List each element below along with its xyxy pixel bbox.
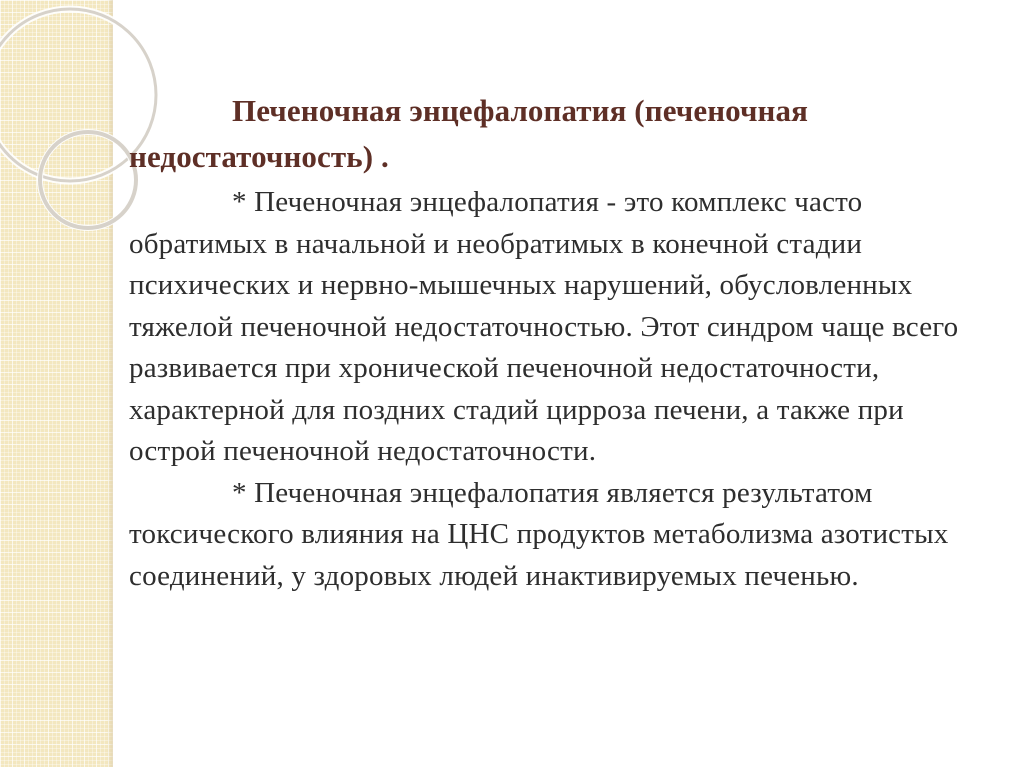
decorative-rings-icon <box>0 0 150 260</box>
slide-content <box>129 88 989 597</box>
paragraph-mechanism: * Печеночная энцефалопатия является результатом токсического влияния на ЦНС продуктов метаболизма азотистых соединений, у здоровых людей инактивируемых печенью. <box>129 476 949 592</box>
paragraph-definition: * Печеночная энцефалопатия - это комплекс часто обратимых в начальной и необратимых в конечной стадии психических и нервно-мышечных нарушений, обусловленных тяжелой печеночной недостаточностью. Этот синдром чаще всего развивается при хронической печеночной недостаточности, характерной для поздних стадий цирроза печени, а также при острой печеночной недостаточности. <box>129 186 959 467</box>
slide-title: Печеночная энцефалопатия (печеночная недостаточность) . <box>129 93 808 174</box>
